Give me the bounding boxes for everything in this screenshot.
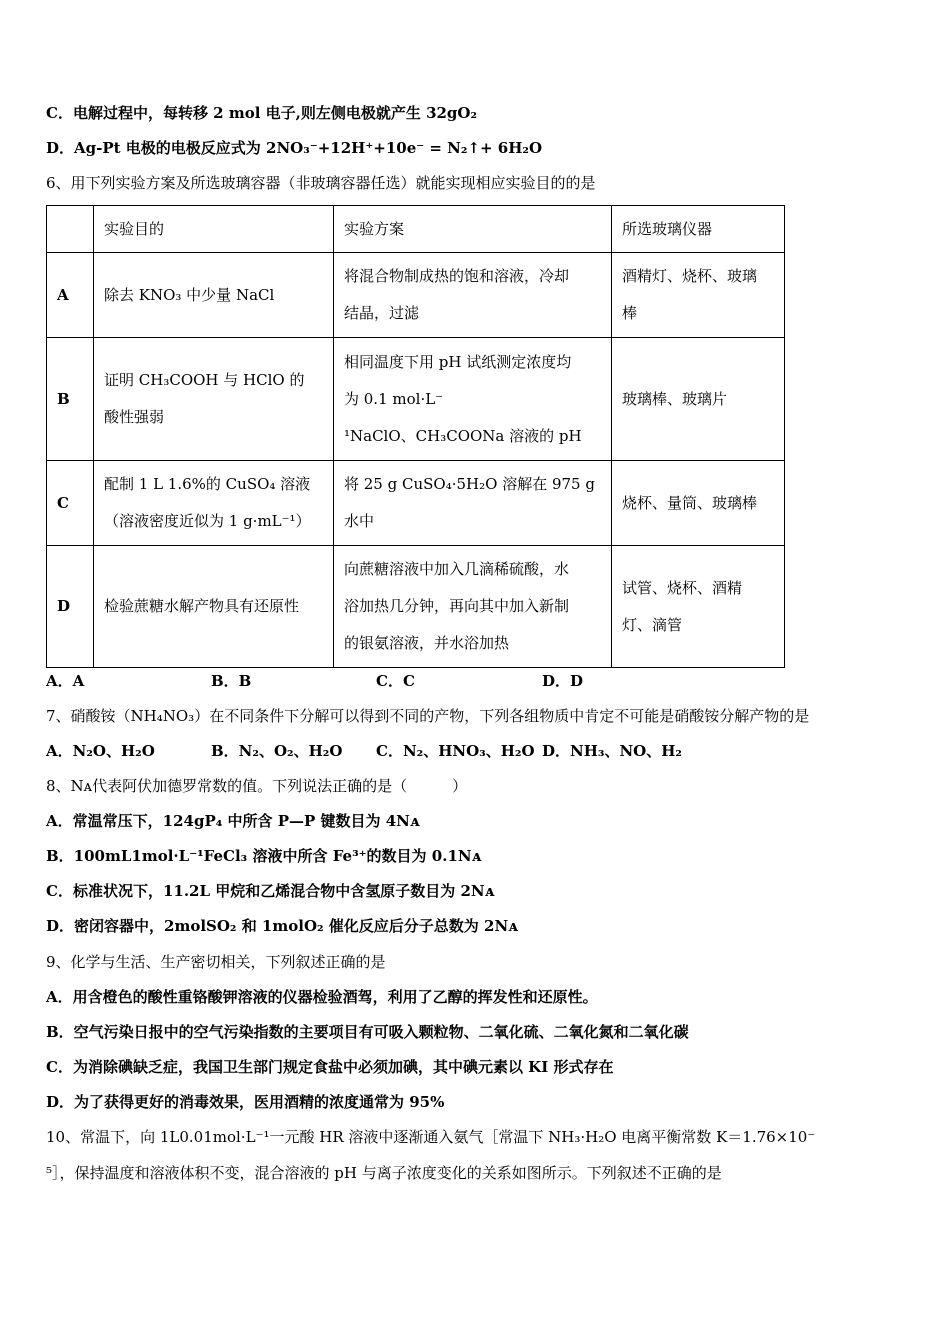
q8-option-c: C．标准状况下，11.2L 甲烷和乙烯混合物中含氢原子数目为 2Nᴀ bbox=[46, 882, 495, 900]
purpose-cell bbox=[94, 461, 334, 546]
plan-cell bbox=[334, 253, 612, 338]
purpose-text: 证明 CH₃COOH 与 HClO 的 bbox=[104, 371, 305, 389]
plan-cell bbox=[334, 461, 612, 546]
q9-stem: 9、化学与生活、生产密切相关，下列叙述正确的是 bbox=[46, 953, 386, 971]
q6-option: A．A bbox=[46, 672, 85, 690]
table-row bbox=[47, 461, 785, 546]
table-header-cell: 实验目的 bbox=[94, 206, 334, 253]
purpose-text: 除去 KNO₃ 中少量 NaCl bbox=[104, 285, 275, 304]
purpose-cell bbox=[94, 253, 334, 338]
q6-stem: 6、用下列实验方案及所选玻璃容器（非玻璃容器任选）就能实现相应实验目的的是 bbox=[46, 174, 596, 192]
glass-text: 棒 bbox=[622, 304, 638, 322]
q9-option-d: D．为了获得更好的消毒效果，医用酒精的浓度通常为 95% bbox=[46, 1093, 445, 1111]
q8-option-d: D．密闭容器中，2molSO₂ 和 1molO₂ 催化反应后分子总数为 2Nᴀ bbox=[46, 917, 518, 935]
q7-option: C．N₂、HNO₃、H₂O bbox=[376, 742, 535, 760]
q9-option-c: C．为消除碘缺乏症，我国卫生部门规定食盐中必须加碘，其中碘元素以 KI 形式存在 bbox=[46, 1058, 614, 1076]
plan-text: 向蔗糖溶液中加入几滴稀硫酸，水 bbox=[344, 560, 570, 578]
q8-stem: 8、Nᴀ代表阿伏加德罗常数的值。下列说法正确的是（ ） bbox=[46, 777, 468, 795]
q6-options bbox=[46, 671, 583, 691]
purpose-text: 配制 1 L 1.6%的 CuSO₄ 溶液 bbox=[104, 475, 311, 493]
table-header-row bbox=[47, 206, 785, 253]
plan-text: 将 25 g CuSO₄·5H₂O 溶解在 975 g bbox=[344, 475, 595, 493]
glass-text: 烧杯、量筒、玻璃棒 bbox=[622, 493, 758, 512]
row-label: B bbox=[47, 338, 94, 461]
q6-option: C．C bbox=[376, 672, 415, 690]
purpose-cell bbox=[94, 338, 334, 461]
q7-option: B．N₂、O₂、H₂O bbox=[211, 742, 343, 760]
q5-option-c: C．电解过程中，每转移 2 mol 电子,则左侧电极就产生 32gO₂ bbox=[46, 104, 478, 122]
q7-option: A．N₂O、H₂O bbox=[46, 742, 155, 760]
row-label: D bbox=[47, 546, 94, 668]
q6-option: D．D bbox=[542, 672, 584, 690]
q7-stem: 7、硝酸铵（NH₄NO₃）在不同条件下分解可以得到不同的产物，下列各组物质中肯定不可能是硝酸铵分解产物的是 bbox=[46, 707, 810, 725]
plan-text: 相同温度下用 pH 试纸测定浓度均 bbox=[344, 352, 572, 371]
plan-text: ¹NaClO、CH₃COONa 溶液的 pH bbox=[344, 426, 582, 445]
glass-cell bbox=[612, 338, 785, 461]
table-header-cell: 实验方案 bbox=[334, 206, 612, 253]
purpose-cell bbox=[94, 546, 334, 668]
table-row bbox=[47, 546, 785, 668]
q10-stem-line1: 10、常温下，向 1L0.01mol·L⁻¹一元酸 HR 溶液中逐渐通入氨气［常温下 NH₃·H₂O 电离平衡常数 K＝1.76×10⁻ bbox=[46, 1128, 816, 1146]
q7-options bbox=[46, 741, 682, 761]
row-label: A bbox=[47, 253, 94, 338]
glass-text: 试管、烧杯、酒精 bbox=[622, 578, 743, 597]
table-header-cell: 所选玻璃仪器 bbox=[612, 206, 785, 253]
purpose-text: 酸性强弱 bbox=[104, 408, 165, 426]
plan-cell bbox=[334, 546, 612, 668]
plan-cell bbox=[334, 338, 612, 461]
q10-stem-line2: ⁵］，保持温度和溶液体积不变，混合溶液的 pH 与离子浓度变化的关系如图所示。下列叙述不正确的是 bbox=[46, 1164, 722, 1182]
glass-text: 酒精灯、烧杯、玻璃 bbox=[622, 267, 758, 285]
q5-option-d: D．Ag-Pt 电极的电极反应式为 2NO₃⁻+12H⁺+10e⁻ = N₂↑+ 6H₂O bbox=[46, 139, 543, 157]
q9-option-b: B．空气污染日报中的空气污染指数的主要项目有可吸入颗粒物、二氧化硫、二氧化氮和二氧化碳 bbox=[46, 1023, 689, 1041]
q8-option-b: B．100mL1mol·L⁻¹FeCl₃ 溶液中所含 Fe³⁺的数目为 0.1Nᴀ bbox=[46, 847, 482, 865]
plan-text: 结晶，过滤 bbox=[344, 304, 420, 322]
plan-text: 浴加热几分钟，再向其中加入新制 bbox=[344, 597, 570, 615]
plan-text: 为 0.1 mol·L⁻ bbox=[344, 389, 444, 408]
purpose-text: （溶液密度近似为 1 g·mL⁻¹） bbox=[104, 512, 311, 530]
plan-text: 的银氨溶液，并水浴加热 bbox=[344, 634, 510, 652]
q6-option: B．B bbox=[211, 672, 252, 690]
table-row bbox=[47, 253, 785, 338]
glass-cell bbox=[612, 546, 785, 668]
glass-text: 灯、滴管 bbox=[622, 615, 683, 634]
q9-option-a: A．用含橙色的酸性重铬酸钾溶液的仪器检验酒驾，利用了乙醇的挥发性和还原性。 bbox=[46, 988, 598, 1006]
q6-table bbox=[46, 205, 785, 668]
q8-option-a: A．常温常压下，124gP₄ 中所含 P—P 键数目为 4Nᴀ bbox=[46, 812, 420, 830]
table-header-cell bbox=[47, 206, 94, 253]
row-label: C bbox=[47, 461, 94, 546]
glass-cell bbox=[612, 461, 785, 546]
plan-text: 水中 bbox=[344, 512, 375, 530]
purpose-text: 检验蔗糖水解产物具有还原性 bbox=[104, 597, 300, 615]
glass-cell bbox=[612, 253, 785, 338]
glass-text: 玻璃棒、玻璃片 bbox=[622, 389, 728, 408]
table-row bbox=[47, 338, 785, 461]
q7-option: D．NH₃、NO、H₂ bbox=[542, 742, 682, 760]
plan-text: 将混合物制成热的饱和溶液，冷却 bbox=[344, 267, 570, 285]
